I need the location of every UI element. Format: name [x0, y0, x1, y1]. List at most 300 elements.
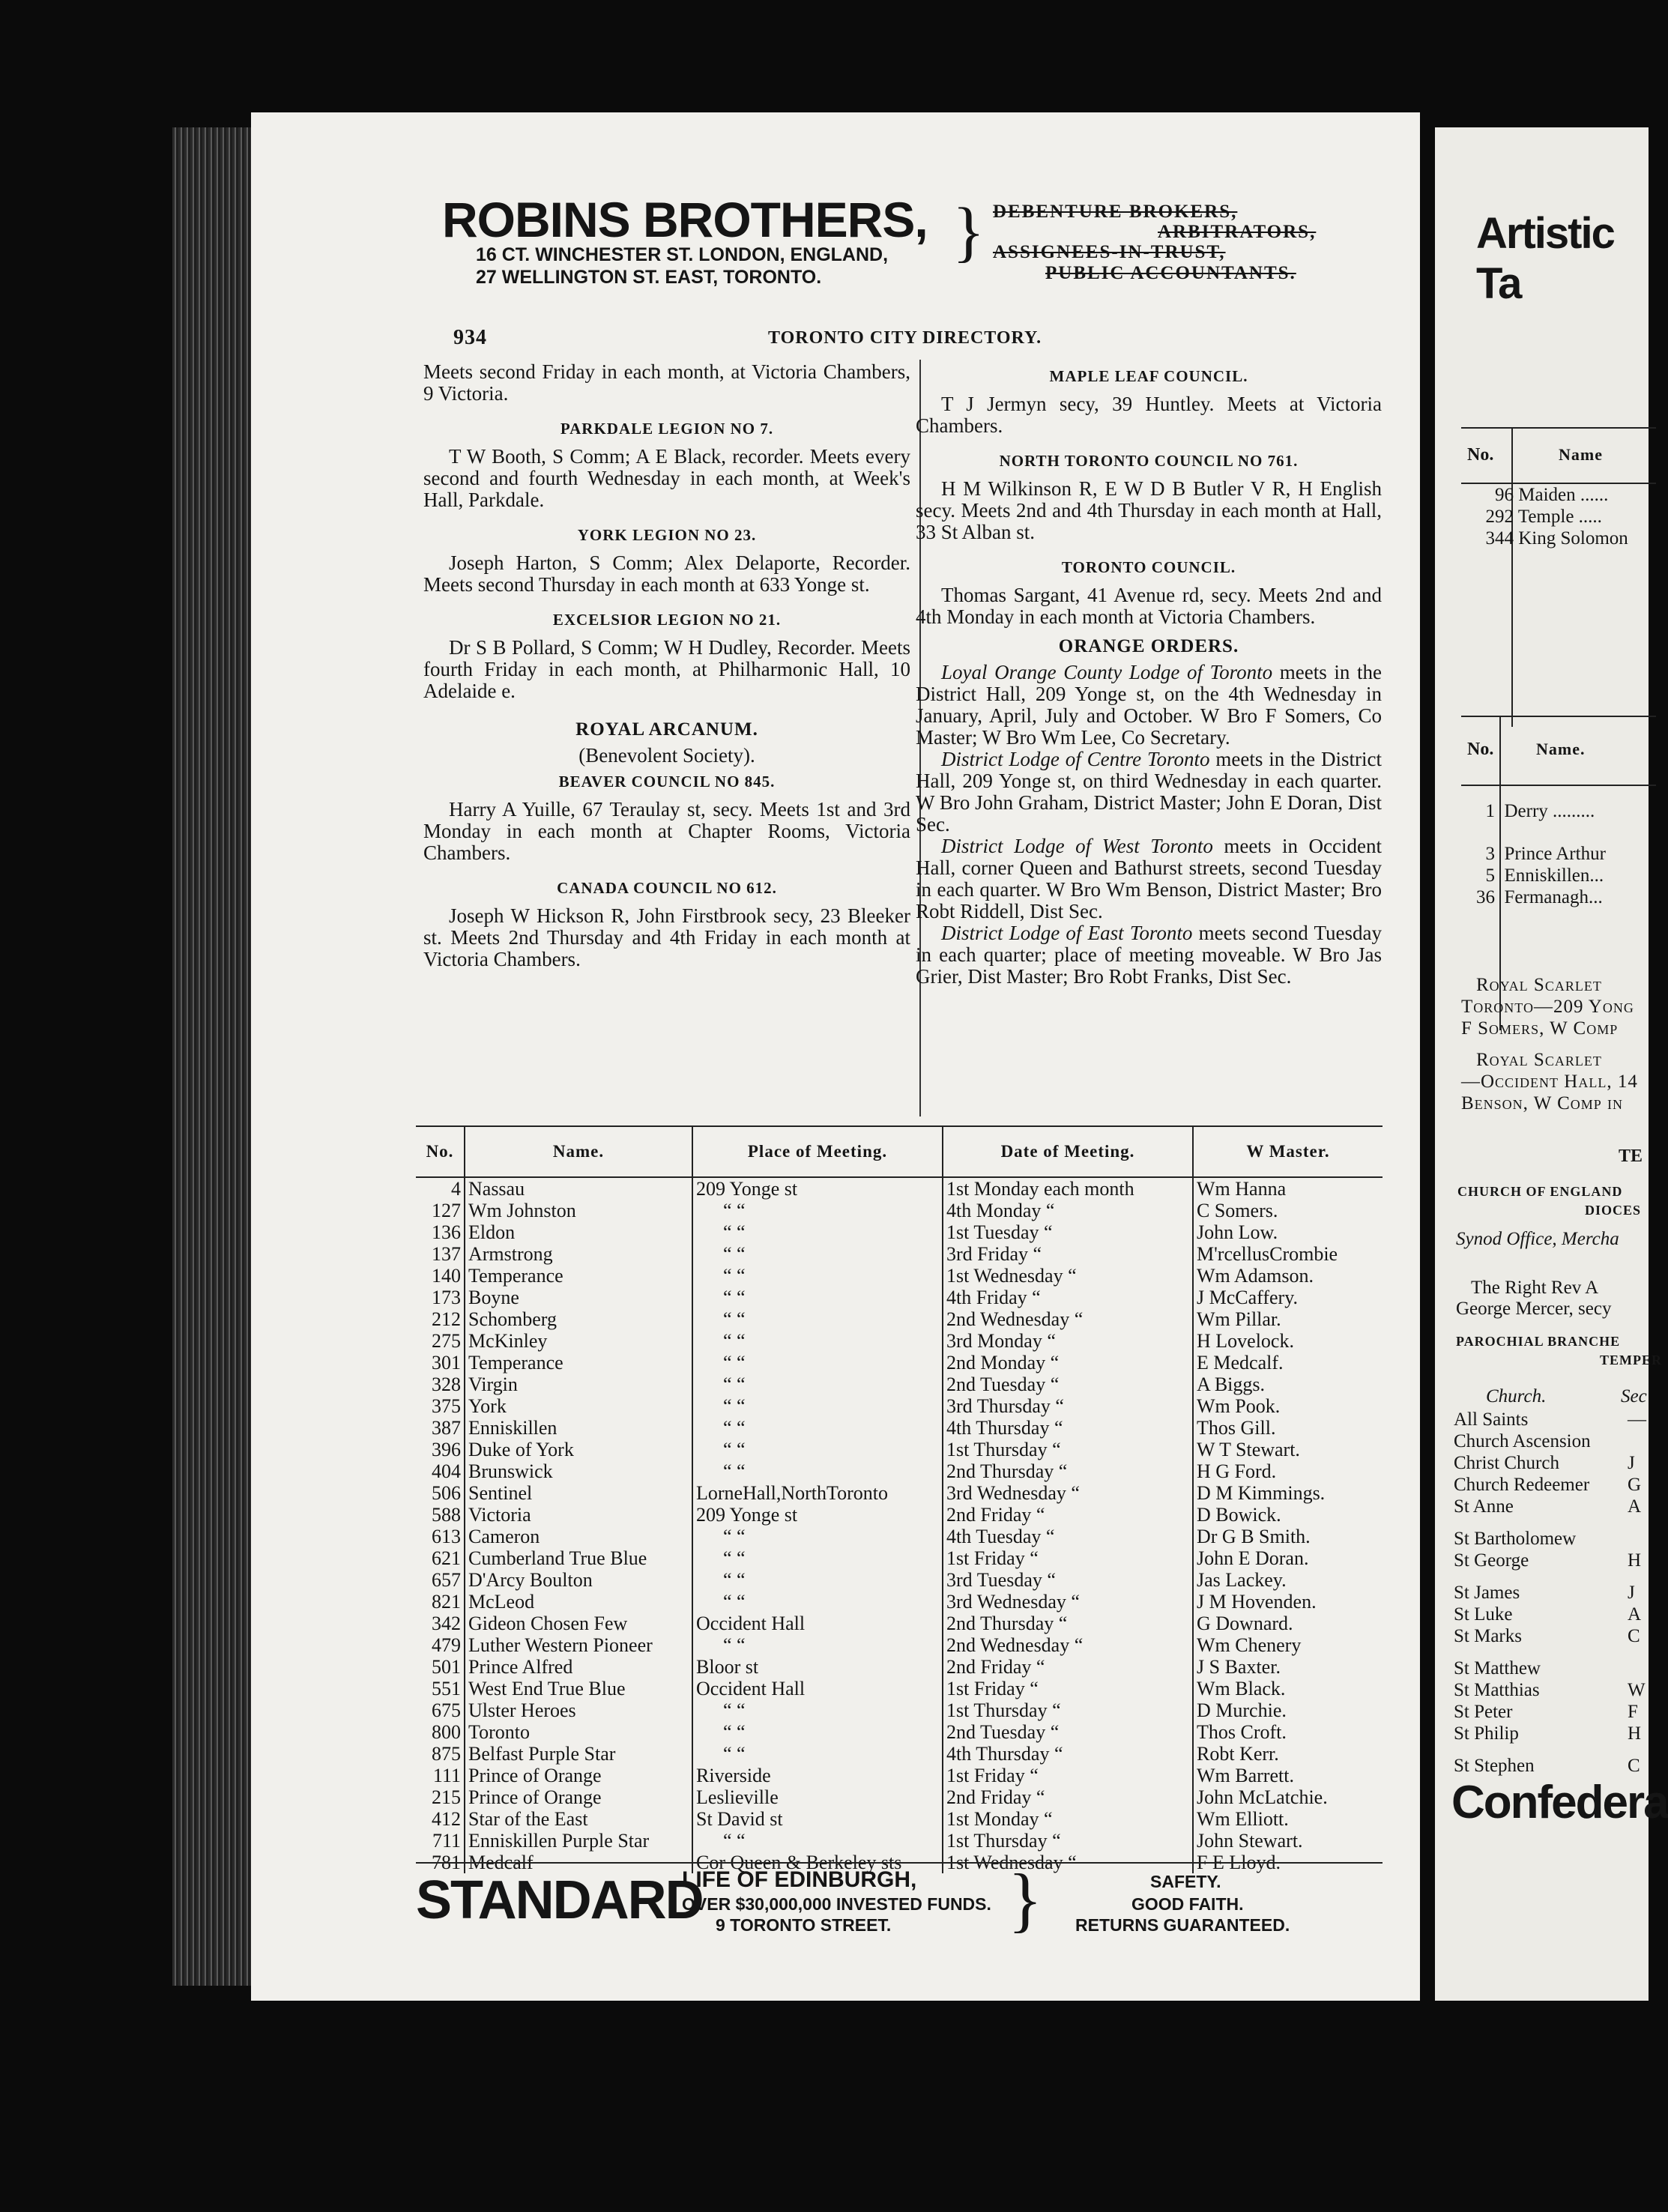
- cell-no: 675: [432, 1699, 461, 1721]
- col-header-no: No.: [416, 1126, 465, 1177]
- cell-master: C Somers.: [1193, 1200, 1383, 1221]
- cell-date: 4th Thursday “: [943, 1743, 1193, 1765]
- cell-name: Cameron: [465, 1526, 692, 1547]
- cell-date: 3rd Thursday “: [943, 1395, 1193, 1417]
- facing-t1-name: Name: [1559, 445, 1603, 464]
- table-row: [416, 1460, 1383, 1482]
- list-item: [1454, 1550, 1649, 1571]
- cell-no: 301: [432, 1351, 461, 1374]
- cell-no: 4: [451, 1177, 461, 1200]
- cell-no: 501: [432, 1655, 461, 1678]
- church-name: Christ Church: [1454, 1453, 1559, 1473]
- right-p6-text: meets in Occident Hall, corner Queen and Bathurst streets, second Tuesday in each quarter. W Bro Wm Benson, District Master; Bro Robt Riddell, Dist Sec.: [916, 835, 1382, 922]
- list-item: [1454, 1582, 1649, 1604]
- church-secretary: A: [1628, 1496, 1642, 1517]
- left-heading-6: CANADA COUNCIL NO 612.: [557, 879, 777, 897]
- cell-name: Brunswick: [465, 1460, 692, 1482]
- cell-place: 209 Yonge st: [692, 1504, 943, 1526]
- cell-date: 4th Tuesday “: [943, 1526, 1193, 1547]
- facing-t2-row: [1465, 865, 1606, 886]
- cell-date: 2nd Thursday “: [943, 1613, 1193, 1634]
- ad-line-3: 9 TORONTO STREET.: [716, 1915, 892, 1935]
- cell-date: 1st Wednesday “: [943, 1852, 1193, 1873]
- cell-name: Gideon Chosen Few: [465, 1613, 692, 1634]
- cell-name: Prince of Orange: [465, 1786, 692, 1808]
- facing-t1-row: [1469, 484, 1628, 506]
- cell-no: 621: [432, 1547, 461, 1569]
- cell-date: 4th Thursday “: [943, 1417, 1193, 1439]
- cell-name: Virgin: [465, 1374, 692, 1395]
- cell-no: 387: [432, 1416, 461, 1439]
- cell-date: 1st Friday “: [943, 1547, 1193, 1569]
- lodge-table-header: [416, 1126, 1383, 1177]
- cell-name: Duke of York: [465, 1439, 692, 1460]
- cell-master: Wm Barrett.: [1193, 1765, 1383, 1786]
- cell-master: Dr G B Smith.: [1193, 1526, 1383, 1547]
- cell-master: J McCaffery.: [1193, 1287, 1383, 1308]
- list-item: [1454, 1658, 1649, 1679]
- facing-t2-num: 3: [1485, 844, 1495, 864]
- lodge-table-body: [416, 1177, 1383, 1873]
- list-item: [1454, 1604, 1649, 1625]
- table-row: [416, 1721, 1383, 1743]
- cell-place: “ “: [692, 1699, 943, 1721]
- facing-rs1-line: F Somers, W Comp: [1461, 1018, 1619, 1039]
- facing-rule-1: [1511, 427, 1513, 727]
- table-row: [416, 1830, 1383, 1852]
- cell-date: 1st Friday “: [943, 1765, 1193, 1786]
- header-address-1: 16 CT. WINCHESTER ST. LONDON, ENGLAND,: [476, 244, 889, 265]
- table-row: [416, 1243, 1383, 1265]
- facing-t2-name: Name.: [1536, 740, 1586, 758]
- cell-no: 506: [432, 1481, 461, 1504]
- church-name: St George: [1454, 1550, 1529, 1571]
- table-row: [416, 1287, 1383, 1308]
- cell-master: Wm Black.: [1193, 1678, 1383, 1699]
- church-secretary: J: [1628, 1583, 1635, 1603]
- church-secretary: C: [1628, 1626, 1640, 1646]
- table-row: [416, 1221, 1383, 1243]
- cell-date: 1st Thursday “: [943, 1830, 1193, 1852]
- facing-t1-num: 344: [1485, 528, 1514, 549]
- ad-right-2: GOOD FAITH.: [1131, 1894, 1244, 1914]
- church-name: St Peter: [1454, 1702, 1513, 1722]
- facing-par-2: TEMPER: [1600, 1353, 1663, 1368]
- cell-place: “ “: [692, 1308, 943, 1330]
- cell-no: 588: [432, 1503, 461, 1526]
- table-row: [416, 1504, 1383, 1526]
- cell-place: “ “: [692, 1721, 943, 1743]
- book-edge: [172, 127, 255, 1986]
- cell-no: 173: [432, 1286, 461, 1308]
- cell-place: St David st: [692, 1808, 943, 1830]
- cell-no: 711: [432, 1829, 461, 1852]
- cell-place: 209 Yonge st: [692, 1177, 943, 1200]
- table-row: [416, 1634, 1383, 1656]
- cell-master: John Low.: [1193, 1221, 1383, 1243]
- cell-name: Star of the East: [465, 1808, 692, 1830]
- cell-master: Thos Croft.: [1193, 1721, 1383, 1743]
- header-company: ROBINS BROTHERS,: [442, 192, 928, 247]
- cell-place: “ “: [692, 1743, 943, 1765]
- church-secretary: H: [1628, 1550, 1642, 1571]
- right-heading-2: NORTH TORONTO COUNCIL NO 761.: [999, 452, 1299, 470]
- cell-master: John E Doran.: [1193, 1547, 1383, 1569]
- right-p7-lodge: District Lodge of East Toronto: [941, 922, 1193, 944]
- cell-place: “ “: [692, 1830, 943, 1852]
- table-row: [416, 1613, 1383, 1634]
- cell-date: 2nd Friday “: [943, 1656, 1193, 1678]
- cell-place: “ “: [692, 1352, 943, 1374]
- facing-synod: Synod Office, Mercha: [1456, 1229, 1619, 1249]
- church-secretary: H: [1628, 1723, 1642, 1744]
- cell-master: D Murchie.: [1193, 1699, 1383, 1721]
- cell-no: 551: [432, 1677, 461, 1699]
- cell-date: 2nd Thursday “: [943, 1460, 1193, 1482]
- table-row: [416, 1699, 1383, 1721]
- cell-date: 1st Wednesday “: [943, 1265, 1193, 1287]
- cell-no: 127: [432, 1199, 461, 1221]
- cell-place: “ “: [692, 1417, 943, 1439]
- cell-name: Prince of Orange: [465, 1765, 692, 1786]
- cell-master: Thos Gill.: [1193, 1417, 1383, 1439]
- church-secretary: C: [1628, 1756, 1640, 1776]
- cell-place: “ “: [692, 1243, 943, 1265]
- cell-date: 2nd Monday “: [943, 1352, 1193, 1374]
- cell-place: Occident Hall: [692, 1678, 943, 1699]
- left-p2: Joseph Harton, S Comm; Alex Delaporte, Recorder. Meets second Thursday in each month at 633 Yonge st.: [423, 552, 910, 596]
- right-p3: Thomas Sargant, 41 Avenue rd, secy. Meets 2nd and 4th Monday in each month at Victoria Chambers.: [916, 584, 1382, 628]
- left-p5: Harry A Yuille, 67 Teraulay st, secy. Meets 1st and 3rd Monday in each month at Chapter Rooms, Victoria Chambers.: [423, 798, 910, 864]
- church-name: St Stephen: [1454, 1756, 1535, 1776]
- cell-place: “ “: [692, 1287, 943, 1308]
- right-p7-text: meets second Tuesday in each quarter; place of meeting moveable. W Bro Jas Grier, Dist Master; Bro Robt Franks, Dist Sec.: [916, 922, 1382, 988]
- cell-place: Leslieville: [692, 1786, 943, 1808]
- church-name: St Bartholomew: [1454, 1529, 1577, 1549]
- facing-t2-lodge: Fermanagh...: [1504, 887, 1603, 907]
- cell-date: 1st Tuesday “: [943, 1221, 1193, 1243]
- cell-name: Medcalf: [465, 1852, 692, 1873]
- cell-name: Wm Johnston: [465, 1200, 692, 1221]
- left-column: [423, 361, 910, 970]
- right-heading-3: TORONTO COUNCIL.: [1061, 558, 1236, 576]
- cell-name: Temperance: [465, 1265, 692, 1287]
- cell-name: Eldon: [465, 1221, 692, 1243]
- table-row: [416, 1395, 1383, 1417]
- cell-place: “ “: [692, 1634, 943, 1656]
- cell-no: 800: [432, 1720, 461, 1743]
- col-header-place: Place of Meeting.: [692, 1126, 943, 1177]
- right-p6-lodge: District Lodge of West Toronto: [941, 835, 1213, 857]
- cell-no: 657: [432, 1568, 461, 1591]
- church-secretary: F: [1628, 1702, 1638, 1722]
- facing-rs1-title: Royal Scarlet: [1476, 975, 1602, 995]
- cell-master: H Lovelock.: [1193, 1330, 1383, 1352]
- facing-t1-lodge: Maiden ......: [1518, 485, 1609, 505]
- church-name: Church Redeemer: [1454, 1475, 1590, 1495]
- facing-t2-row: [1465, 843, 1606, 865]
- cell-no: 212: [432, 1308, 461, 1330]
- facing-t2-num: 36: [1476, 887, 1495, 907]
- facing-page: [1435, 127, 1668, 2001]
- cell-name: Cumberland True Blue: [465, 1547, 692, 1569]
- church-name: St Philip: [1454, 1723, 1519, 1744]
- facing-table-1-header: [1461, 427, 1656, 484]
- cell-no: 328: [432, 1373, 461, 1395]
- cell-place: “ “: [692, 1526, 943, 1547]
- right-p4-lodge: Loyal Orange County Lodge of Toronto: [941, 661, 1273, 683]
- list-item: [1454, 1679, 1649, 1701]
- church-name: St Anne: [1454, 1496, 1514, 1517]
- cell-date: 3rd Friday “: [943, 1243, 1193, 1265]
- cell-place: Riverside: [692, 1765, 943, 1786]
- facing-ad: Artistic Ta: [1476, 209, 1614, 308]
- list-item: [1454, 1701, 1649, 1723]
- church-secretary: —: [1628, 1409, 1646, 1430]
- facing-t1-no: No.: [1467, 445, 1494, 465]
- cell-master: Wm Pillar.: [1193, 1308, 1383, 1330]
- cell-name: McLeod: [465, 1591, 692, 1613]
- church-name: St James: [1454, 1583, 1520, 1603]
- table-row: [416, 1177, 1383, 1200]
- header-service-3: ASSIGNEES-IN-TRUST,: [993, 242, 1226, 262]
- cell-master: John McLatchie.: [1193, 1786, 1383, 1808]
- table-row: [416, 1200, 1383, 1221]
- cell-no: 111: [432, 1764, 461, 1786]
- header-service-2: ARBITRATORS,: [1158, 222, 1317, 242]
- cell-date: 4th Friday “: [943, 1287, 1193, 1308]
- running-title: TORONTO CITY DIRECTORY.: [768, 328, 1042, 348]
- cell-no: 137: [432, 1242, 461, 1265]
- left-heading-2: YORK LEGION NO 23.: [577, 526, 757, 544]
- cell-place: “ “: [692, 1395, 943, 1417]
- facing-t1-row: [1469, 506, 1628, 528]
- table-row: [416, 1526, 1383, 1547]
- ad-line-1: LIFE OF EDINBURGH,: [682, 1867, 917, 1892]
- cell-name: Prince Alfred: [465, 1656, 692, 1678]
- list-item: [1454, 1430, 1649, 1452]
- right-p5: [916, 749, 1382, 835]
- right-heading-4: ORANGE ORDERS.: [1058, 636, 1239, 656]
- facing-rs2: [1461, 1049, 1638, 1114]
- table-row: [416, 1678, 1383, 1699]
- left-p0: Meets second Friday in each month, at Victoria Chambers, 9 Victoria.: [423, 360, 910, 405]
- cell-place: LorneHall,NorthToronto: [692, 1482, 943, 1504]
- table-row: [416, 1743, 1383, 1765]
- table-row: [416, 1547, 1383, 1569]
- table-row: [416, 1352, 1383, 1374]
- ad-right-1: SAFETY.: [1150, 1872, 1221, 1891]
- church-name: All Saints: [1454, 1409, 1529, 1430]
- cell-name: West End True Blue: [465, 1678, 692, 1699]
- facing-t2-lodge: Prince Arthur: [1504, 844, 1606, 864]
- left-p6: Joseph W Hickson R, John Firstbrook secy, 23 Bleeker st. Meets 2nd Thursday and 4th Friday in each month at Victoria Chambers.: [423, 904, 910, 970]
- cell-no: 781: [432, 1851, 461, 1873]
- facing-t1-num: 96: [1495, 485, 1514, 505]
- cell-date: 1st Thursday “: [943, 1699, 1193, 1721]
- facing-ce2: DIOCES: [1585, 1203, 1642, 1218]
- left-heading-4: ROYAL ARCANUM.: [575, 719, 758, 740]
- table-row: [416, 1439, 1383, 1460]
- cell-no: 613: [432, 1525, 461, 1547]
- church-name: St Luke: [1454, 1604, 1513, 1625]
- cell-date: 2nd Wednesday “: [943, 1308, 1193, 1330]
- cell-date: 1st Friday “: [943, 1678, 1193, 1699]
- list-item: [1454, 1528, 1649, 1550]
- cell-date: 3rd Tuesday “: [943, 1569, 1193, 1591]
- table-row: [416, 1308, 1383, 1330]
- cell-name: Temperance: [465, 1352, 692, 1374]
- table-row: [416, 1569, 1383, 1591]
- cell-no: 342: [432, 1612, 461, 1634]
- facing-t2-num: 5: [1485, 865, 1495, 886]
- right-p5-lodge: District Lodge of Centre Toronto: [941, 748, 1210, 770]
- cell-master: H G Ford.: [1193, 1460, 1383, 1482]
- cell-name: Belfast Purple Star: [465, 1743, 692, 1765]
- cell-master: F E Lloyd.: [1193, 1852, 1383, 1873]
- facing-te: TE: [1619, 1146, 1643, 1166]
- church-name: St Matthew: [1454, 1658, 1541, 1678]
- cell-master: D Bowick.: [1193, 1504, 1383, 1526]
- lodge-table: [416, 1125, 1383, 1873]
- facing-bottom-ad: Confedera: [1451, 1777, 1668, 1828]
- cell-place: Occident Hall: [692, 1613, 943, 1634]
- cell-date: 2nd Tuesday “: [943, 1721, 1193, 1743]
- cell-date: 1st Thursday “: [943, 1439, 1193, 1460]
- list-item: [1454, 1723, 1649, 1744]
- facing-rs2-line: Benson, W Comp in: [1461, 1093, 1624, 1113]
- cell-name: Sentinel: [465, 1482, 692, 1504]
- cell-date: 2nd Tuesday “: [943, 1374, 1193, 1395]
- col-header-master: W Master.: [1193, 1126, 1383, 1177]
- cell-date: 3rd Wednesday “: [943, 1482, 1193, 1504]
- cell-name: Schomberg: [465, 1308, 692, 1330]
- cell-place: “ “: [692, 1439, 943, 1460]
- right-p2: H M Wilkinson R, E W D B Butler V R, H English secy. Meets 2nd and 4th Thursday in each month at Hall, 33 St Alban st.: [916, 477, 1382, 543]
- cell-place: Bloor st: [692, 1656, 943, 1678]
- cell-no: 215: [432, 1786, 461, 1808]
- cell-master: Robt Kerr.: [1193, 1743, 1383, 1765]
- facing-t1-rows: [1469, 484, 1628, 549]
- table-row: [416, 1482, 1383, 1504]
- church-secretary: J: [1628, 1453, 1635, 1473]
- ad-brand: STANDARD: [416, 1870, 703, 1930]
- facing-rs1-line: Toronto—209 Yong: [1461, 997, 1634, 1017]
- list-item: [1454, 1452, 1649, 1474]
- cell-master: J S Baxter.: [1193, 1656, 1383, 1678]
- cell-date: 3rd Monday “: [943, 1330, 1193, 1352]
- facing-t2-no: No.: [1467, 740, 1494, 759]
- facing-rev-2: George Mercer, secy: [1456, 1299, 1612, 1319]
- cell-place: “ “: [692, 1221, 943, 1243]
- table-row: [416, 1417, 1383, 1439]
- right-column: [916, 361, 1382, 988]
- list-item: [1454, 1625, 1649, 1647]
- table-row: [416, 1265, 1383, 1287]
- facing-church-header: Church.: [1486, 1386, 1547, 1406]
- facing-t1-row: [1469, 528, 1628, 549]
- cell-no: 479: [432, 1634, 461, 1656]
- cell-place: “ “: [692, 1569, 943, 1591]
- facing-t2-num: 1: [1485, 801, 1495, 821]
- cell-no: 821: [432, 1590, 461, 1613]
- left-heading-3: EXCELSIOR LEGION NO 21.: [552, 611, 782, 629]
- cell-date: 3rd Wednesday “: [943, 1591, 1193, 1613]
- facing-sec-header: Sec: [1621, 1386, 1647, 1406]
- table-row: [416, 1786, 1383, 1808]
- cell-master: D M Kimmings.: [1193, 1482, 1383, 1504]
- cell-master: W T Stewart.: [1193, 1439, 1383, 1460]
- bottom-advert: [416, 1859, 1383, 1939]
- facing-t2-lodge: Derry .........: [1504, 801, 1595, 821]
- cell-no: 136: [432, 1221, 461, 1243]
- facing-t1-lodge: Temple .....: [1517, 507, 1602, 527]
- left-heading-4b: (Benevolent Society).: [578, 744, 755, 767]
- col-header-date: Date of Meeting.: [943, 1126, 1193, 1177]
- table-row: [416, 1808, 1383, 1830]
- cell-name: McKinley: [465, 1330, 692, 1352]
- cell-name: Enniskillen Purple Star: [465, 1830, 692, 1852]
- cell-place: “ “: [692, 1330, 943, 1352]
- cell-place: “ “: [692, 1547, 943, 1569]
- table-row: [416, 1591, 1383, 1613]
- church-name: St Marks: [1454, 1626, 1522, 1646]
- facing-t1-num: 292: [1485, 507, 1514, 527]
- page-number: 934: [453, 326, 487, 349]
- cell-name: Luther Western Pioneer: [465, 1634, 692, 1656]
- cell-master: M'rcellusCrombie: [1193, 1243, 1383, 1265]
- list-item: [1454, 1496, 1649, 1517]
- facing-t2-row: [1465, 800, 1606, 822]
- left-heading-5: BEAVER COUNCIL NO 845.: [558, 773, 776, 791]
- left-p1: T W Booth, S Comm; A E Black, recorder. Meets every second and fourth Wednesday in each month, at Week's Hall, Parkdale.: [423, 445, 910, 511]
- cell-master: G Downard.: [1193, 1613, 1383, 1634]
- cell-master: Wm Chenery: [1193, 1634, 1383, 1656]
- facing-ce1: CHURCH OF ENGLAND: [1457, 1184, 1623, 1199]
- table-row: [416, 1765, 1383, 1786]
- ad-brace: }: [1008, 1859, 1043, 1939]
- facing-par-1: PAROCHIAL BRANCHE: [1456, 1334, 1621, 1349]
- church-secretary: G: [1628, 1475, 1642, 1495]
- cell-place: Cor Queen & Berkeley sts: [692, 1852, 943, 1873]
- facing-rs2-line: —Occident Hall, 14: [1461, 1072, 1638, 1092]
- cell-place: “ “: [692, 1460, 943, 1482]
- cell-no: 275: [432, 1329, 461, 1352]
- facing-t2-row: [1465, 886, 1606, 908]
- list-item: [1454, 1755, 1649, 1777]
- cell-date: 2nd Wednesday “: [943, 1634, 1193, 1656]
- left-heading-1: PARKDALE LEGION NO 7.: [560, 420, 774, 438]
- cell-no: 875: [432, 1742, 461, 1765]
- right-p7: [916, 922, 1382, 988]
- cell-date: 2nd Friday “: [943, 1504, 1193, 1526]
- cell-date: 4th Monday “: [943, 1200, 1193, 1221]
- cell-master: A Biggs.: [1193, 1374, 1383, 1395]
- cell-name: Boyne: [465, 1287, 692, 1308]
- table-row: [416, 1656, 1383, 1678]
- cell-place: “ “: [692, 1200, 943, 1221]
- church-name: Church Ascension: [1454, 1431, 1591, 1451]
- cell-date: 1st Monday “: [943, 1808, 1193, 1830]
- right-p1: T J Jermyn secy, 39 Huntley. Meets at Victoria Chambers.: [916, 393, 1382, 437]
- cell-place: “ “: [692, 1591, 943, 1613]
- cell-master: John Stewart.: [1193, 1830, 1383, 1852]
- cell-name: D'Arcy Boulton: [465, 1569, 692, 1591]
- church-secretary: W: [1628, 1680, 1646, 1700]
- left-p3: Dr S B Pollard, S Comm; W H Dudley, Recorder. Meets fourth Friday in each month, at Philharmonic Hall, 10 Adelaide e.: [423, 636, 910, 702]
- header-service-1: DEBENTURE BROKERS,: [993, 202, 1238, 222]
- cell-no: 412: [432, 1807, 461, 1830]
